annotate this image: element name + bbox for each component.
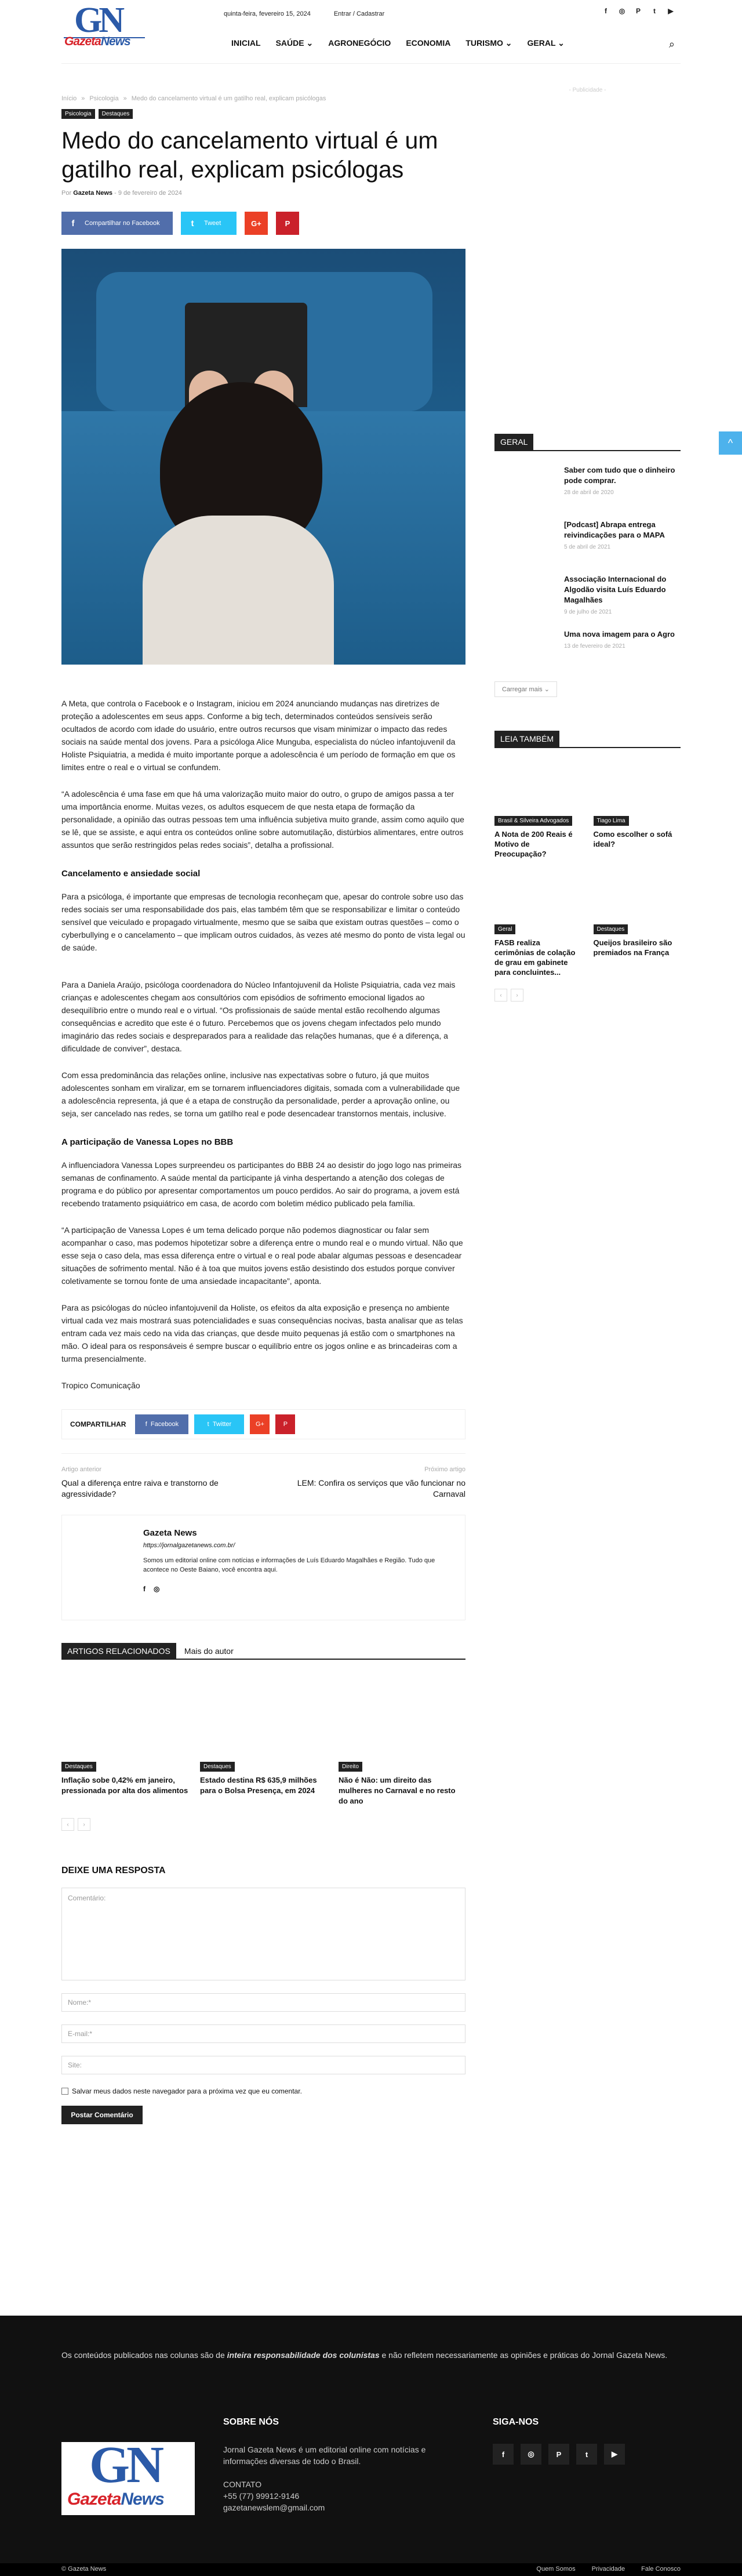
category-tag: Brasil & Silveira Advogados: [494, 816, 572, 826]
facebook-icon[interactable]: f: [493, 2444, 514, 2465]
list-item[interactable]: Uma nova imagem para o Agro 13 de fevereiro de 2021: [494, 629, 681, 670]
breadcrumb: [61, 95, 465, 102]
category-tags: [61, 109, 465, 119]
comment-textarea[interactable]: Comentário:: [61, 1888, 465, 1980]
logo-text: GazetaNews: [64, 35, 130, 48]
copyright-bar: [0, 2563, 742, 2576]
name-field[interactable]: Nome:*: [61, 1993, 465, 2012]
youtube-icon[interactable]: ▶: [604, 2444, 625, 2465]
main-nav: [224, 38, 572, 48]
related-item[interactable]: Destaques Inflação sobe 0,42% em janeiro, pressionada por alta dos alimentos: [61, 1674, 188, 1806]
geral-title: GERAL: [494, 435, 681, 451]
breadcrumb-current: Medo do cancelamento virtual é um gatilho real, explicam psicólogas: [131, 95, 326, 102]
paragraph: “A participação de Vanessa Lopes é um tema delicado porque não podemos diagnosticar ou falar sem acompanhar o caso, mas podemos hipotetizar sobre a diferença entre o mundo real e o mundo virtual. Não que esse seja o caso dela, mas essa diferença entre o virtual e o real pode abalar algumas pessoas e desencadear situações de sofrimento mental. Não é à toa que muitos jovens estão desistindo dos estudos porque conviver coletivamente se tornou fonte de uma ansiedade incapacitante”, aponta.: [61, 1225, 463, 1286]
about-text: Jornal Gazeta News é um editorial online com notícias e informações diversas de todo o Brasil.: [223, 2445, 426, 2466]
email-link[interactable]: gazetanewslem@gmail.com: [223, 2503, 325, 2512]
next-page-button[interactable]: ›: [511, 989, 523, 1002]
breadcrumb-sep: »: [123, 95, 127, 102]
load-more-button[interactable]: Carregar mais ⌄: [494, 681, 557, 697]
submit-comment-button[interactable]: Postar Comentário: [61, 2106, 143, 2124]
nav-item-agronegocio[interactable]: AGRONEGÓCIO: [328, 38, 391, 48]
tab-related[interactable]: ARTIGOS RELACIONADOS: [61, 1643, 176, 1659]
paragraph: Com essa predominância das relações online, inclusive nas expectativas sobre o futuro, já que muitos adolescentes sonham em viralizar, em se tornarem influenciadores digitais, somada com a vulnerabilidade que a adolescência representa, já que é a etapa de construção da personalidade, perder a aprovação online, ou seja, ser cancelado nas redes, se torna um gatilho real e pode desencadear transtornos mentais, inclusive.: [61, 1071, 460, 1118]
list-item[interactable]: Tiago Lima Como escolher o sofá ideal?: [594, 762, 681, 859]
related-pager: [61, 1818, 465, 1831]
article-title: Medo do cancelamento virtual é um gatilho real, explicam psicólogas: [61, 127, 438, 183]
share-twitter-button[interactable]: t Twitter: [194, 1414, 244, 1434]
footer-about: SOBRE NÓS Jornal Gazeta News é um editorial online com notícias e informações diversas de todo o Brasil. CONTATO +55 (77) 99912-9146 gazetanewslem@gmail.com: [223, 2417, 455, 2513]
twitter-icon: t: [191, 218, 194, 228]
instagram-icon[interactable]: ◎: [154, 1585, 160, 1593]
footer-link[interactable]: Quem Somos: [536, 2566, 576, 2573]
footer-link[interactable]: Privacidade: [591, 2566, 625, 2573]
leia-grid: [494, 762, 681, 977]
nav-item-geral[interactable]: GERAL ⌄: [527, 38, 565, 48]
share-buttons-top: [61, 212, 465, 235]
share-gplus-button[interactable]: G+: [245, 212, 268, 235]
nav-item-saude[interactable]: SAÚDE ⌄: [275, 38, 314, 48]
section-heading: A participação de Vanessa Lopes no BBB: [61, 1137, 234, 1147]
footer-social: SIGA-NOS f ◎ P t ▶: [493, 2417, 625, 2465]
category-tag[interactable]: Direito: [339, 1762, 362, 1772]
list-item[interactable]: Brasil & Silveira Advogados A Nota de 200 Reais é Motivo de Preocupação?: [494, 762, 582, 859]
sidebar: [494, 87, 681, 1002]
author-description: Somos um editorial online com notícias e informações de Luís Eduardo Magalhães e Região. Tudo que acontece no Oeste Baiano, você encontra aqui.: [143, 1557, 435, 1573]
site-footer: [0, 2316, 742, 2576]
paragraph: A Meta, que controla o Facebook e o Instagram, iniciou em 2024 anunciando mudanças nas diretrizes de proteção a adolescentes em seus apps. Conforme a big tech, determinados conteúdos sensíveis serão ocultados de acordo com idade do usuário, entre outros recursos que visam minimizar o impacto das redes sociais na saúde mental dos jovens. Para a psicóloga Alice Munguba, especialista do núcleo infantojuvenil da Holiste Psiquiatria, a medida é muito importante porque a adolescência é um período de formação em que os limites entre o real e o virtual se confundem.: [61, 699, 456, 772]
save-data-checkbox[interactable]: Salvar meus dados neste navegador para a próxima vez que eu comentar.: [61, 2087, 465, 2095]
category-tag: Destaques: [594, 924, 628, 934]
section-heading: Cancelamento e ansiedade social: [61, 869, 201, 879]
logo-mark: GN: [74, 1, 121, 40]
share-facebook-button[interactable]: f Compartilhar no Facebook: [61, 212, 173, 235]
author-link[interactable]: Gazeta News: [73, 190, 113, 197]
instagram-icon[interactable]: ◎: [521, 2444, 541, 2465]
about-title: SOBRE NÓS: [223, 2417, 279, 2427]
next-article[interactable]: Próximo artigo LEM: Confira os serviços que vão funcionar no Carnaval: [297, 1466, 465, 1499]
share-gplus-button[interactable]: G+: [250, 1414, 270, 1434]
featured-image: [61, 249, 465, 665]
facebook-icon: f: [71, 218, 75, 228]
header-socials: [602, 7, 675, 15]
paragraph: “A adolescência é uma fase em que há uma valorização muito maior do outro, o grupo de amigos passa a ter uma importância enorme. Muitas vezes, os adultos esquecem de que nesta etapa de formação da personalidade, a opinião das outras pessoas tem uma influência subjetiva muito grande, assim como aquilo que se lê, que se assiste, e aqui entra os conteúdos online sobre automutilação, distúrbios alimentares, entre outros assuntos que serão restringidos pelas redes sociais”, detalha a profissional.: [61, 789, 464, 850]
category-tag[interactable]: Destaques: [200, 1762, 235, 1772]
login-link[interactable]: Entrar / Cadastrar: [333, 10, 385, 17]
avatar: [74, 1528, 130, 1584]
search-icon[interactable]: ⌕: [668, 38, 675, 50]
facebook-icon[interactable]: f: [605, 7, 607, 15]
list-item[interactable]: [Podcast] Abrapa entrega reivindicações para o MAPA 5 de abril de 2021: [494, 520, 681, 560]
paragraph: Para a psicóloga, é importante que empresas de tecnologia reconheçam que, apesar do controle sobre uso das redes sociais ser uma responsabilidade dos pais, elas também têm que se responsabilizar e limitar o conteúdo sensível que veiculado e propagado virtualmente, mesmo que se saiba que existam outras questões – como o cyberbullying e o cancelamento – que implicam outros cuidados, às vezes até mesmo do ponto de vista legal ou de saúde.: [61, 892, 465, 952]
breadcrumb-sep: »: [81, 95, 85, 102]
related-item[interactable]: Destaques Estado destina R$ 635,9 milhões para o Bolsa Presença, em 2024: [200, 1674, 327, 1806]
site-header: [61, 0, 681, 64]
article: [61, 87, 465, 2124]
phone-number: +55 (77) 99912-9146: [223, 2491, 300, 2501]
instagram-icon[interactable]: ◎: [619, 7, 625, 15]
nav-item-inicial[interactable]: INICIAL: [231, 38, 261, 48]
email-field[interactable]: E-mail:*: [61, 2024, 465, 2043]
ad-label: - Publicidade -: [569, 87, 606, 93]
nav-item-economia[interactable]: ECONOMIA: [406, 38, 451, 48]
reply-title: DEIXE UMA RESPOSTA: [61, 1866, 166, 1875]
paragraph: Para a Daniela Araújo, psicóloga coordenadora do Núcleo Infantojuvenil da Holiste Psiquiatria, cada vez mais crianças e adolescentes chegam aos consultórios com episódios de sofrimento emocional ligados ao desequilíbrio entre o mundo real e o virtual. “Os profissionais de saúde mental estão recolhendo algumas consequências e acredito que este é o futuro. Percebemos que os jovens chegam infectados pelo mundo imaginário das redes sociais e despreparados para a realidade das relações humanas, que é a diferença, a dificuldade de conviver”, destaca.: [61, 980, 456, 1053]
list-item[interactable]: Associação Internacional do Algodão visita Luís Eduardo Magalhães 9 de julho de 2021: [494, 574, 681, 615]
paragraph: Tropico Comunicação: [61, 1381, 140, 1390]
category-tag: Geral: [494, 924, 515, 934]
author-box: [61, 1515, 465, 1620]
current-date: quinta-feira, fevereiro 15, 2024: [224, 10, 311, 17]
pinterest-icon[interactable]: P: [548, 2444, 569, 2465]
twitter-icon[interactable]: t: [576, 2444, 597, 2465]
breadcrumb-category[interactable]: Psicologia: [89, 95, 119, 102]
prev-page-button[interactable]: ‹: [61, 1818, 74, 1831]
footer-logo[interactable]: GN GazetaNews: [61, 2442, 195, 2515]
youtube-icon[interactable]: ▶: [668, 7, 674, 15]
tab-more-from-author[interactable]: Mais do autor: [184, 1646, 234, 1656]
share-twitter-button[interactable]: t Tweet: [181, 212, 237, 235]
facebook-icon[interactable]: f: [143, 1585, 146, 1593]
pinterest-icon[interactable]: P: [635, 7, 641, 15]
list-item[interactable]: Destaques Queijos brasileiro são premiados na França: [594, 870, 681, 977]
related-articles: [61, 1674, 465, 1806]
twitter-icon: t: [207, 1421, 213, 1428]
share-pinterest-button[interactable]: P: [276, 212, 299, 235]
nav-item-turismo[interactable]: TURISMO ⌄: [465, 38, 512, 48]
category-tag[interactable]: Destaques: [61, 1762, 96, 1772]
related-item[interactable]: Direito Não é Não: um direito das mulheres no Carnaval e no resto do ano: [339, 1674, 465, 1806]
author-name[interactable]: Gazeta News: [143, 1528, 197, 1538]
share-label: COMPARTILHAR: [70, 1420, 126, 1428]
next-page-button[interactable]: ›: [78, 1818, 90, 1831]
publish-date: - 9 de fevereiro de 2024: [114, 190, 182, 197]
paragraph: A influenciadora Vanessa Lopes surpreendeu os participantes do BBB 24 ao desistir do jogo logo nas primeiras semanas de confinamento. A saúde mental da participante já vinha despertando a atenção dos colegas de programa e do público por apresentar comportamentos um pouco perdidos. Ao sair do programa, a jovem está recebendo tratamento psiquiátrico em casa, de acordo com boletim médico publicado pela família.: [61, 1160, 462, 1208]
share-box: [61, 1409, 465, 1439]
paragraph: Para as psicólogas do núcleo infantojuvenil da Holiste, os efeitos da alta exposição e presença no ambiente virtual cada vez mais mostrará suas potencialidades e suas consequências nocivas, basta analisar que as telas entram cada vez mais cedo na vida das crianças, que desde muito pequenas já estão com o smartphones na mão. O ideal para os responsáveis é sempre buscar o equilíbrio entre os jogos online e as brincadeiras com a turma presencialmente.: [61, 1303, 463, 1363]
copyright: © Gazeta News: [61, 2566, 107, 2573]
comment-form: [61, 1866, 465, 2124]
breadcrumb-home[interactable]: Início: [61, 95, 77, 102]
category-tag[interactable]: Psicologia: [61, 109, 95, 119]
post-navigation: [61, 1453, 465, 1500]
facebook-icon: f: [145, 1421, 151, 1428]
leia-pager: [494, 989, 681, 1002]
leia-title: LEIA TAMBÉM: [494, 732, 681, 748]
site-logo[interactable]: [61, 1, 148, 52]
scroll-to-top-button[interactable]: ^: [719, 431, 742, 455]
site-field[interactable]: Site:: [61, 2056, 465, 2074]
share-facebook-button[interactable]: f Facebook: [135, 1414, 188, 1434]
author-url[interactable]: https://jornalgazetanews.com.br/: [143, 1542, 235, 1549]
prev-page-button[interactable]: ‹: [494, 989, 507, 1002]
twitter-icon[interactable]: t: [653, 7, 656, 15]
related-tabs: [61, 1643, 465, 1660]
article-body: [61, 697, 465, 1392]
prev-article[interactable]: Artigo anterior Qual a diferença entre raiva e transtorno de agressividade?: [61, 1466, 219, 1499]
footer-link[interactable]: Fale Conosco: [641, 2566, 681, 2573]
top-bar: [224, 10, 384, 17]
list-item[interactable]: Saber com tudo que o dinheiro pode comprar. 28 de abril de 2020: [494, 465, 681, 506]
share-pinterest-button[interactable]: P: [275, 1414, 295, 1434]
category-tag: Tiago Lima: [594, 816, 629, 826]
footer-disclaimer: Os conteúdos publicados nas colunas são de inteira responsabilidade dos colunistas e não refletem necessariamente as opiniões e práticas do Jornal Gazeta News.: [61, 2350, 668, 2360]
byline: Por Gazeta News - 9 de fevereiro de 2024: [61, 190, 182, 197]
list-item[interactable]: Geral FASB realiza cerimônias de colação de grau em gabinete para concluintes...: [494, 870, 582, 977]
category-tag[interactable]: Destaques: [99, 109, 133, 119]
